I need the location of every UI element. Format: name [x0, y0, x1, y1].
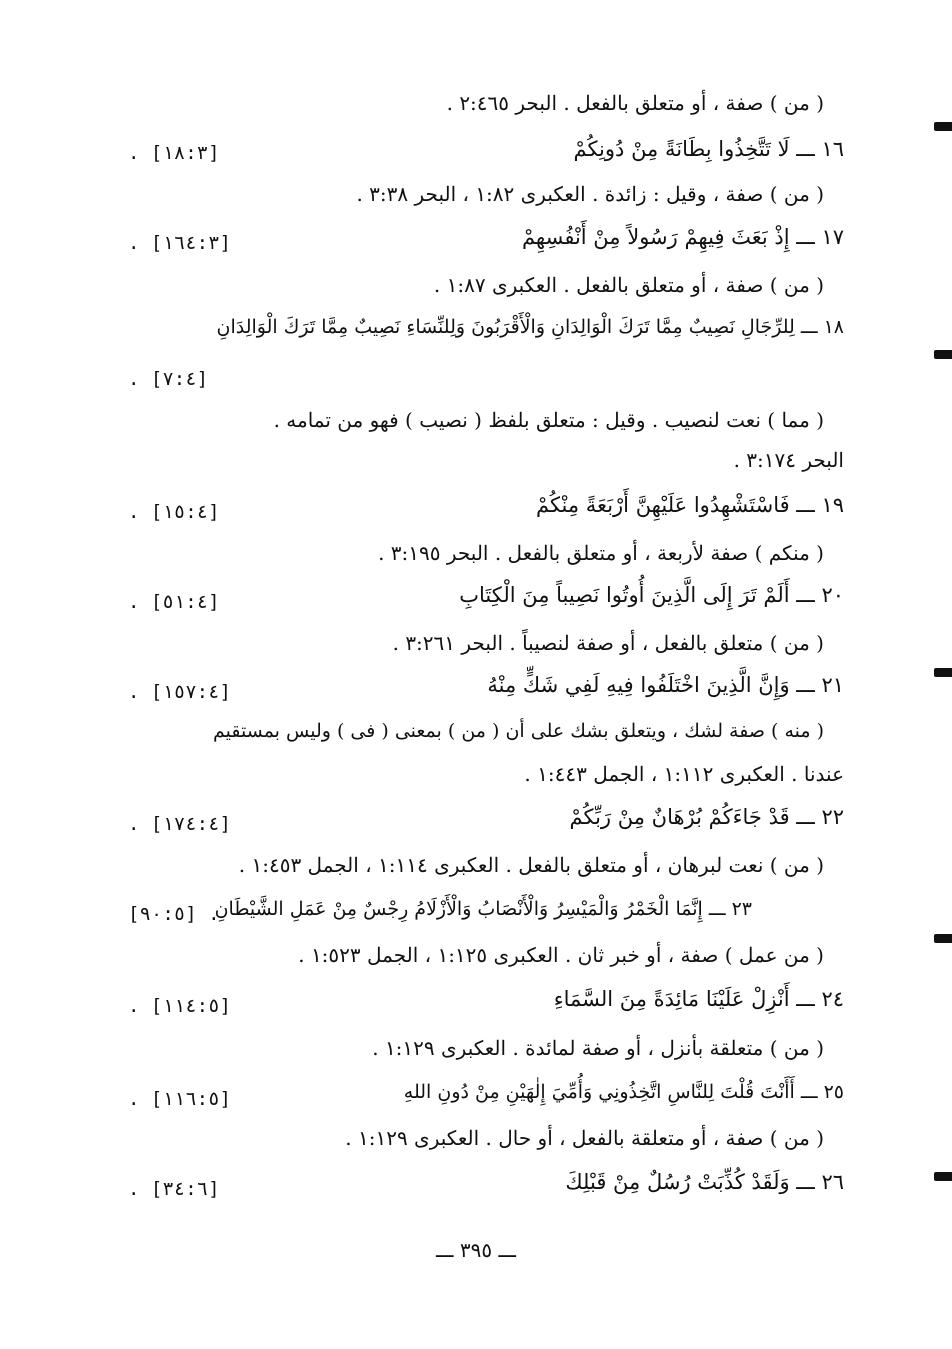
- note-line: عندنا . العكبرى ١:١١٢ ، الجمل ١:٤٤٣ .: [524, 762, 844, 786]
- margin-mark: [934, 350, 952, 359]
- verse-reference: . [١٨:٣]: [128, 142, 220, 164]
- verse-reference: . [٥١:٤]: [128, 591, 220, 613]
- note-line: ( من ) صفة ، أو متعلقة بالفعل ، أو حال . العكبرى ١:١٢٩ .: [345, 1126, 824, 1150]
- verse-reference: . [١١٦:٥]: [128, 1088, 231, 1110]
- verse-entry-24: ٢٤ ـــ أَنْزِلْ عَلَيْنَا مَائِدَةً مِنَ السَّمَاءِ: [553, 987, 844, 1011]
- margin-mark: [934, 1172, 952, 1181]
- note-line: البحر ٣:١٧٤ .: [733, 448, 844, 472]
- verse-entry-23: ٢٣ ـــ إِنَّمَا الْخَمْرُ وَالْمَيْسِرُ وَالْأَنْصَابُ وَالْأَزْلَامُ رِجْسٌ مِنْ عَمَلِ الشَّيْطَانِ: [214, 898, 752, 920]
- verse-reference: . [١٧٤:٤]: [128, 813, 231, 835]
- note-line: ( من ) صفة ، وقيل : زائدة . العكبرى ١:٨٢ ، البحر ٣:٣٨ .: [356, 182, 824, 206]
- verse-entry-16: ١٦ ـــ لَا تَتَّخِذُوا بِطَانَةً مِنْ دُونِكُمْ: [573, 137, 844, 161]
- verse-reference: . [١٥:٤]: [128, 501, 220, 523]
- verse-reference: . [١٦٤:٣]: [128, 232, 231, 254]
- page-number: ـــ ٣٩٥ ـــ: [435, 1238, 517, 1262]
- note-line: ( منه ) صفة لشك ، ويتعلق بشك على أن ( من ) بمعنى ( فى ) وليس بمستقيم: [213, 720, 824, 742]
- note-line: ( من ) صفة ، أو متعلق بالفعل . العكبرى ١:٨٧ .: [433, 273, 824, 297]
- verse-entry-18: ١٨ ـــ لِلرِّجَالِ نَصِيبٌ مِمَّا تَرَكَ الْوَالِدَانِ وَالْأَقْرَبُونَ وَلِلنِّسَاءِ نَصِيبٌ مِمَّا تَرَكَ الْوَالِدَانِ: [216, 316, 844, 338]
- note-line: ( من ) متعلقة بأنزل ، أو صفة لمائدة . العكبرى ١:١٢٩ .: [372, 1036, 824, 1060]
- verse-reference: . [١٥٧:٤]: [128, 681, 231, 703]
- note-line: ( منكم ) صفة لأربعة ، أو متعلق بالفعل . البحر ٣:١٩٥ .: [378, 541, 824, 565]
- verse-reference: . [٣٤:٦]: [128, 1178, 220, 1200]
- verse-entry-22: ٢٢ ـــ قَدْ جَاءَكُمْ بُرْهَانٌ مِنْ رَبِّكُمْ: [569, 805, 844, 829]
- verse-reference: . [١١٤:٥]: [128, 995, 231, 1017]
- note-line: ( مما ) نعت لنصيب . وقيل : متعلق بلفظ ( نصيب ) فهو من تمامه .: [273, 408, 824, 432]
- note-line: ( من عمل ) صفة ، أو خبر ثان . العكبرى ١:١٢٥ ، الجمل ١:٥٢٣ .: [298, 943, 824, 967]
- verse-entry-19: ١٩ ـــ فَاسْتَشْهِدُوا عَلَيْهِنَّ أَرْبَعَةً مِنْكُمْ: [535, 493, 844, 517]
- verse-entry-25: ٢٥ ـــ أَأَنْتَ قُلْتَ لِلنَّاسِ اتَّخِذُونِي وَأُمِّيَ إِلٰهَيْنِ مِنْ دُونِ اللهِ: [403, 1081, 844, 1103]
- verse-entry-26: ٢٦ ـــ وَلَقَدْ كُذِّبَتْ رُسُلٌ مِنْ قَبْلِكَ: [565, 1170, 844, 1194]
- verse-entry-20: ٢٠ ـــ أَلَمْ تَرَ إِلَى الَّذِينَ أُوتُوا نَصِيباً مِنَ الْكِتَابِ: [459, 583, 844, 607]
- note-line: ( من ) صفة ، أو متعلق بالفعل . البحر ٢:٤٦٥ .: [446, 91, 824, 115]
- verse-entry-17: ١٧ ـــ إِذْ بَعَثَ فِيهِمْ رَسُولاً مِنْ أَنْفُسِهِمْ: [521, 225, 844, 249]
- note-line: ( من ) متعلق بالفعل ، أو صفة لنصيباً . البحر ٣:٢٦١ .: [392, 631, 824, 655]
- verse-reference: [٩٠:٥] .: [128, 903, 220, 925]
- margin-mark: [934, 934, 952, 943]
- margin-mark: [934, 668, 952, 677]
- verse-entry-21: ٢١ ـــ وَإِنَّ الَّذِينَ اخْتَلَفُوا فِيهِ لَفِي شَكٍّ مِنْهُ: [487, 673, 844, 697]
- verse-reference: . [٧:٤]: [128, 368, 209, 390]
- margin-mark: [934, 122, 952, 131]
- note-line: ( من ) نعت لبرهان ، أو متعلق بالفعل . العكبرى ١:١١٤ ، الجمل ١:٤٥٣ .: [238, 853, 824, 877]
